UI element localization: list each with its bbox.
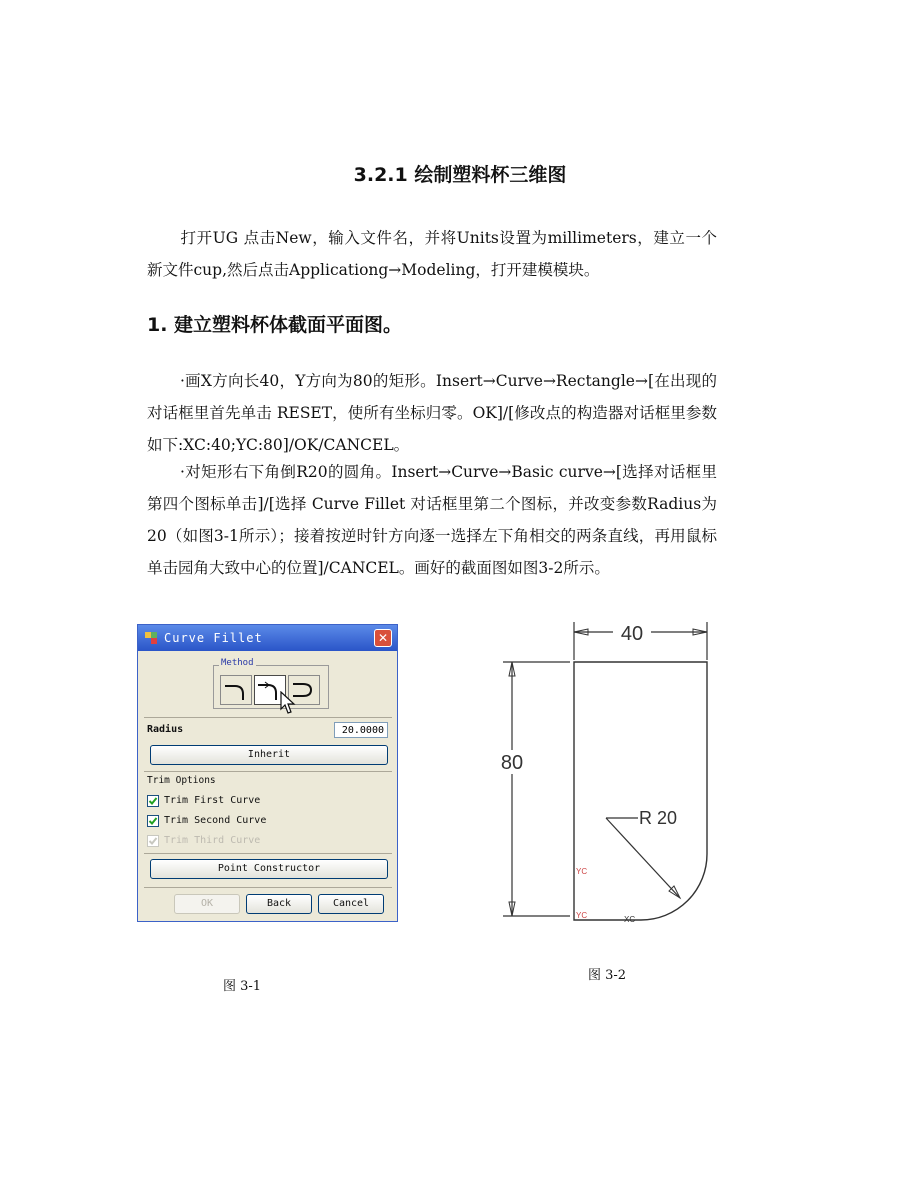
- heading-1: 1. 建立塑料杯体截面平面图。: [147, 314, 403, 336]
- section-title: 3.2.1 绘制塑料杯三维图: [353, 164, 567, 186]
- inherit-button[interactable]: Inherit: [150, 745, 388, 765]
- figure-caption-2: 图 3-2: [588, 968, 627, 983]
- radius-input[interactable]: [334, 722, 388, 738]
- divider: [144, 853, 392, 854]
- step-2-text: ·对矩形右下角倒R20的圆角。Insert→Curve→Basic curve→[选择对话框里第四个图标单击]/[选择 Curve Fillet 对话框里第二个图标，并改变参数Radius为20（如图3-1所示）；接着按逆时针方向逐一选择左下角相交的两条直线，再用鼠标单击园角大致中心的位置]/CANCEL。画好的截面图如图3-2所示。: [147, 463, 717, 577]
- height-dimension-label: 80: [500, 752, 524, 774]
- dialog-title-bar[interactable]: [138, 625, 397, 651]
- divider: [144, 887, 392, 888]
- trim-first-checkbox[interactable]: [147, 795, 159, 807]
- trim-second-checkbox[interactable]: [147, 815, 159, 827]
- cancel-button[interactable]: Cancel: [318, 894, 384, 914]
- radius-label: Radius: [147, 724, 184, 735]
- dialog-title: Curve Fillet: [164, 631, 263, 645]
- section-drawing: [478, 608, 728, 928]
- checkmark-icon: [148, 796, 158, 806]
- figure-caption-1: 图 3-1: [223, 979, 262, 994]
- step-2-paragraph: [147, 456, 717, 584]
- ok-button: OK: [174, 894, 240, 914]
- trim-third-checkbox: [147, 835, 159, 847]
- trim-first-label: Trim First Curve: [164, 795, 261, 806]
- xc-axis-label: XC: [624, 915, 636, 924]
- point-constructor-button[interactable]: Point Constructor: [150, 859, 388, 879]
- checkmark-icon: [148, 836, 158, 846]
- yc-axis-label-bottom: YC: [576, 911, 588, 920]
- method-label: Method: [221, 658, 254, 668]
- section-profile: [574, 662, 707, 920]
- trim-third-label: Trim Third Curve: [164, 835, 261, 846]
- fillet-simple-button[interactable]: [220, 675, 252, 705]
- intro-text: 打开UG 点击New，输入文件名，并将Units设置为millimeters，建立一个新文件cup,然后点击Applicationg→Modeling，打开建模模块。: [147, 229, 717, 279]
- curve-fillet-dialog: [137, 624, 398, 922]
- trim-second-label: Trim Second Curve: [164, 815, 267, 826]
- step-1-text: ·画X方向长40，Y方向为80的矩形。Insert→Curve→Rectangle→[在出现的对话框里首先单击 RESET，使所有坐标归零。OK]/[修改点的构造器对话框里参数如下:XC:40;YC:80]/OK/CANCEL。: [147, 372, 717, 454]
- back-button[interactable]: Back: [246, 894, 312, 914]
- intro-paragraph: [147, 222, 717, 286]
- close-button[interactable]: ✕: [374, 629, 392, 647]
- divider: [144, 771, 392, 772]
- radius-leader-line: [606, 818, 680, 898]
- divider: [144, 717, 392, 718]
- mouse-cursor-icon: [280, 691, 296, 715]
- radius-dimension-label: R 20: [639, 808, 678, 828]
- checkmark-icon: [148, 816, 158, 826]
- yc-axis-label-top: YC: [576, 867, 588, 876]
- fillet-simple-icon: [221, 676, 251, 704]
- width-dimension-label: 40: [620, 623, 644, 645]
- trim-options-label: Trim Options: [147, 775, 216, 786]
- step-1-paragraph: [147, 365, 717, 461]
- app-icon: [144, 631, 158, 645]
